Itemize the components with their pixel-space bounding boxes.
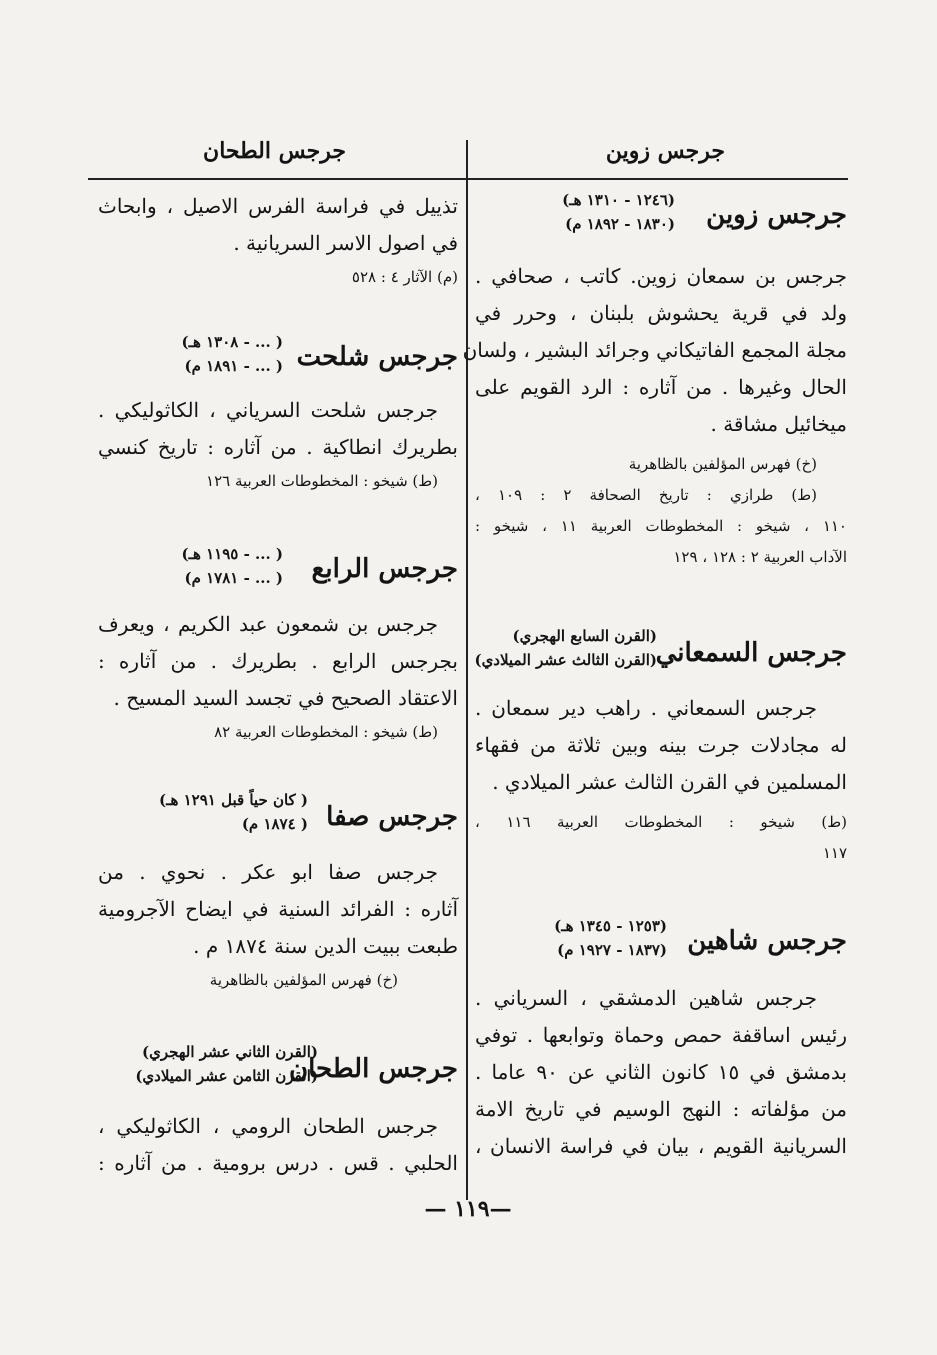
body-line: ميخائيل مشاقة .	[710, 412, 847, 436]
entry-jurjis-safa	[98, 788, 458, 996]
entry-header	[98, 542, 458, 594]
body-line: جرجس بن سمعان زوين. كاتب ، صحافي .	[475, 264, 847, 288]
entry-name: جرجس السمعاني	[655, 638, 847, 668]
entry-dates	[554, 914, 667, 962]
reference-line: (ط) شيخو : المخطوطات العربية ٨٢	[214, 723, 438, 741]
body-line: الحلبي . قس . درس برومية . من آثاره :	[98, 1151, 458, 1175]
gregorian-date: (١٨٣٠ - ١٨٩٢ م)	[565, 215, 675, 233]
body-line: جرجس بن شمعون عبد الكريم ، ويعرف	[98, 612, 438, 636]
entry-jurjis-shahin	[475, 914, 847, 1165]
body-line: من مؤلفاته : النهج الوسيم في تاريخ الامة	[475, 1097, 847, 1121]
body-line: تذييل في فراسة الفرس الاصيل ، وابحاث	[98, 194, 458, 218]
body-line: بدمشق في ١٥ كانون الثاني عن ٩٠ عاما .	[475, 1060, 847, 1084]
gregorian-date: (١٨٣٧ - ١٩٢٧ م)	[557, 941, 667, 959]
body-line: طبعت ببيت الدين سنة ١٨٧٤ م .	[193, 934, 458, 958]
body-line: جرجس الطحان الرومي ، الكاثوليكي ،	[98, 1114, 438, 1138]
entry-continuation	[98, 188, 458, 293]
entry-jurjis-shalhat	[98, 330, 458, 497]
gregorian-date: ( ... - ١٨٩١ م)	[184, 357, 283, 375]
entry-dates	[562, 188, 675, 236]
entry-dates	[181, 542, 283, 590]
entry-jurjis-al-rabi	[98, 542, 458, 748]
body-line: ولد في قرية يحشوش بلبنان ، وحرر في	[475, 301, 847, 325]
entry-dates	[159, 788, 308, 836]
gregorian-date: (القرن الثالث عشر الميلادي)	[474, 651, 657, 669]
entry-name: جرجس شاهين	[687, 926, 847, 956]
entry-dates	[474, 624, 657, 672]
reference-line: الآداب العربية ٢ : ١٢٨ ، ١٢٩	[673, 548, 847, 566]
reference-line: (ط) شيخو : المخطوطات العربية ١٢٦	[206, 472, 438, 490]
entry-dates	[135, 1040, 318, 1088]
body-line: رئيس اساقفة حمص وحماة وتوابعها . توفي	[475, 1023, 847, 1047]
entry-header	[98, 330, 458, 382]
page-number: —١١٩ —	[424, 1196, 512, 1222]
hijri-date: (١٢٥٣ - ١٣٤٥ هـ)	[554, 917, 667, 935]
hijri-date: (القرن السابع الهجري)	[512, 627, 657, 645]
body-line: جرجس شلحت السرياني ، الكاثوليكي .	[98, 398, 438, 422]
body-line: الاعتقاد الصحيح في تجسد السيد المسيح .	[113, 686, 458, 710]
body-line: بجرجس الرابع . بطريرك . من آثاره :	[98, 649, 458, 673]
entry-name: جرجس صفا	[326, 802, 458, 832]
reference-line: (ط) طرازي : تاريخ الصحافة ٢ : ١٠٩ ،	[475, 486, 818, 504]
body-line: جرجس شاهين الدمشقي ، السرياني .	[475, 986, 817, 1010]
body-line: المسلمين في القرن الثالث عشر الميلادي .	[492, 770, 847, 794]
gregorian-date: ( ١٨٧٤ م)	[241, 815, 308, 833]
entry-jurjis-assemani	[475, 624, 847, 869]
column-divider	[466, 140, 468, 1200]
reference-line: (م) الآثار ٤ : ٥٢٨	[351, 268, 458, 286]
entry-header	[98, 1040, 458, 1092]
body-line: الحال وغيرها . من آثاره : الرد القويم على	[475, 375, 847, 399]
header-rule	[88, 178, 848, 180]
reference-line: (خ) فهرس المؤلفين بالظاهرية	[628, 455, 817, 473]
entry-header	[475, 914, 847, 966]
entry-name: جرجس الرابع	[311, 554, 458, 584]
entry-name: جرجس شلحت	[296, 342, 458, 372]
running-head-left: جرجس الطحان	[203, 138, 346, 164]
body-line: في اصول الاسر السريانية .	[233, 231, 458, 255]
running-head-right: جرجس زوين	[605, 138, 725, 164]
body-line: السريانية القويم ، بيان في فراسة الانسان ،	[475, 1134, 847, 1158]
entry-name: جرجس زوين	[706, 200, 847, 230]
hijri-date: (القرن الثاني عشر الهجري)	[142, 1043, 318, 1061]
body-line: جرجس السمعاني . راهب دير سمعان .	[475, 696, 817, 720]
entry-name: جرجس الطحان	[289, 1054, 458, 1084]
body-line: آثاره : الفرائد السنية في ايضاح الآجرومية	[98, 897, 458, 921]
entry-jurjis-zowain	[462, 188, 847, 573]
hijri-date: ( ... - ١٣٠٨ هـ)	[181, 333, 283, 351]
gregorian-date: (القرن الثامن عشر الميلادي)	[135, 1067, 318, 1085]
gregorian-date: ( ... - ١٧٨١ م)	[184, 569, 283, 587]
entry-dates	[181, 330, 283, 378]
body-line: بطريرك انطاكية . من آثاره : تاريخ كنسي	[98, 435, 458, 459]
entry-header	[475, 188, 847, 240]
hijri-date: (١٢٤٦ - ١٣١٠ هـ)	[562, 191, 675, 209]
entry-header	[475, 624, 847, 676]
hijri-date: ( ... - ١١٩٥ هـ)	[181, 545, 283, 563]
reference-line: (ط) شيخو : المخطوطات العربية ١١٦ ،	[475, 813, 847, 831]
entry-jurjis-al-tahhan	[98, 1040, 458, 1182]
reference-line: ١١٠ ، شيخو : المخطوطات العربية ١١ ، شيخو :	[475, 517, 847, 535]
body-line: مجلة المجمع الفاتيكاني وجرائد البشير ، ولسان	[462, 338, 847, 362]
hijri-date: ( كان حياً قبل ١٢٩١ هـ)	[159, 791, 308, 809]
entry-header	[98, 788, 458, 840]
body-line: جرجس صفا ابو عكر . نحوي . من	[98, 860, 438, 884]
body-line: له مجادلات جرت بينه وبين ثلاثة من فقهاء	[475, 733, 847, 757]
reference-line: (خ) فهرس المؤلفين بالظاهرية	[209, 971, 398, 989]
reference-line: ١١٧	[822, 844, 847, 862]
